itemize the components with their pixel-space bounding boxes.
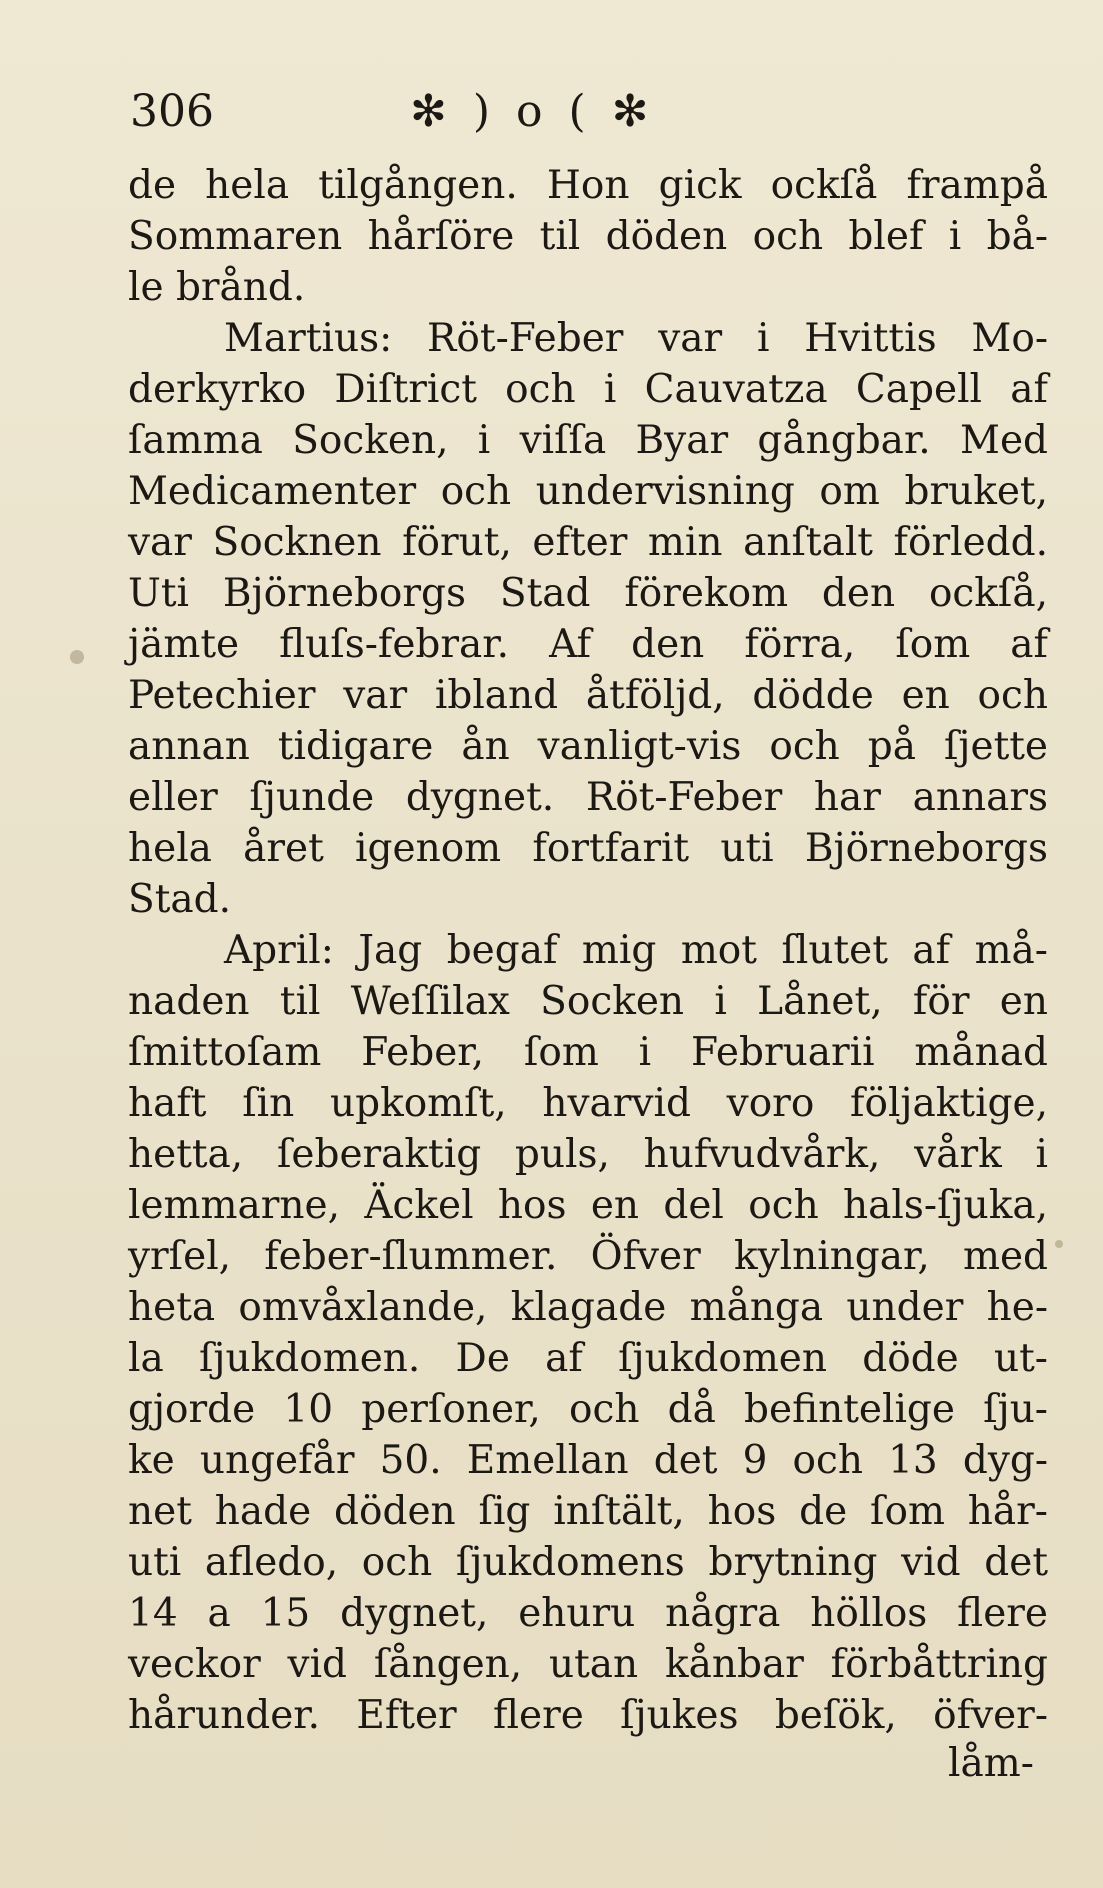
text-line: veckor vid ſången, utan kånbar förbåttring [128,1642,1048,1687]
text-line: Martius: Röt-Feber var i Hvittis Mo- [224,316,1048,361]
text-line: la ſjukdomen. De af ſjukdomen döde ut- [128,1336,1048,1381]
text-line: hetta, ſeberaktig puls, hufvudvårk, vårk i [128,1132,1048,1177]
text-line: Sommaren hårſöre til döden och blef i bå- [128,214,1048,259]
text-line: hela året igenom fortfarit uti Björneborgs [128,826,1048,871]
text-line: yrſel, feber-ſlummer. Öfver kylningar, med [128,1234,1048,1279]
text-line: annan tidigare ån vanligt-vis och på ſjette [128,724,1048,769]
text-line: ſamma Socken, i viſſa Byar gångbar. Med [128,418,1048,463]
text-line: le brånd. [128,265,306,310]
text-line: haft ſin upkomſt, hvarvid voro följaktige, [128,1081,1048,1126]
text-line: Stad. [128,877,232,922]
text-line: uti afledo, och ſjukdomens brytning vid det [128,1540,1048,1585]
page-header [130,82,970,142]
paper-spot [70,650,84,664]
paper-spot [1055,1240,1063,1248]
page-number: 306 [130,86,214,137]
text-line: heta omvåxlande, klagade många under he- [128,1285,1048,1330]
text-line: de hela tilgången. Hon gick ockſå frampå [128,163,1048,208]
text-line: Petechier var ibland åtföljd, dödde en och [128,673,1048,718]
text-line: lemmarne, Äckel hos en del och hals-ſjuka, [128,1183,1048,1228]
text-line: ſmittoſam Feber, ſom i Februarii månad [128,1030,1048,1075]
text-line: gjorde 10 perſoner, och då befintelige ſju- [128,1387,1048,1432]
text-line: eller ſjunde dygnet. Röt-Feber har annars [128,775,1048,820]
text-line: var Socknen förut, efter min anſtalt förledd. [128,520,1048,565]
text-line: April: Jag begaf mig mot ſlutet af må- [224,928,1048,973]
text-line: net hade döden ſig inſtält, hos de ſom hår- [128,1489,1048,1534]
text-line: derkyrko Diſtrict och i Cauvatza Capell af [128,367,1048,412]
catchword: låm- [948,1741,1034,1786]
body-text [128,160,1048,1741]
header-ornament: ✻ ) o ( ✻ [410,86,655,137]
text-line: hårunder. Efter flere ſjukes beſök, öfver- [128,1693,1048,1738]
text-line: naden til Weſſilax Socken i Lånet, för en [128,979,1048,1024]
text-line: Medicamenter och undervisning om bruket, [128,469,1048,514]
text-line: Uti Björneborgs Stad förekom den ockſå, [128,571,1048,616]
text-line: 14 a 15 dygnet, ehuru några höllos flere [128,1591,1048,1636]
text-line: jämte fluſs-febrar. Af den förra, ſom af [128,622,1048,667]
text-line: ke ungefår 50. Emellan det 9 och 13 dyg- [128,1438,1048,1483]
